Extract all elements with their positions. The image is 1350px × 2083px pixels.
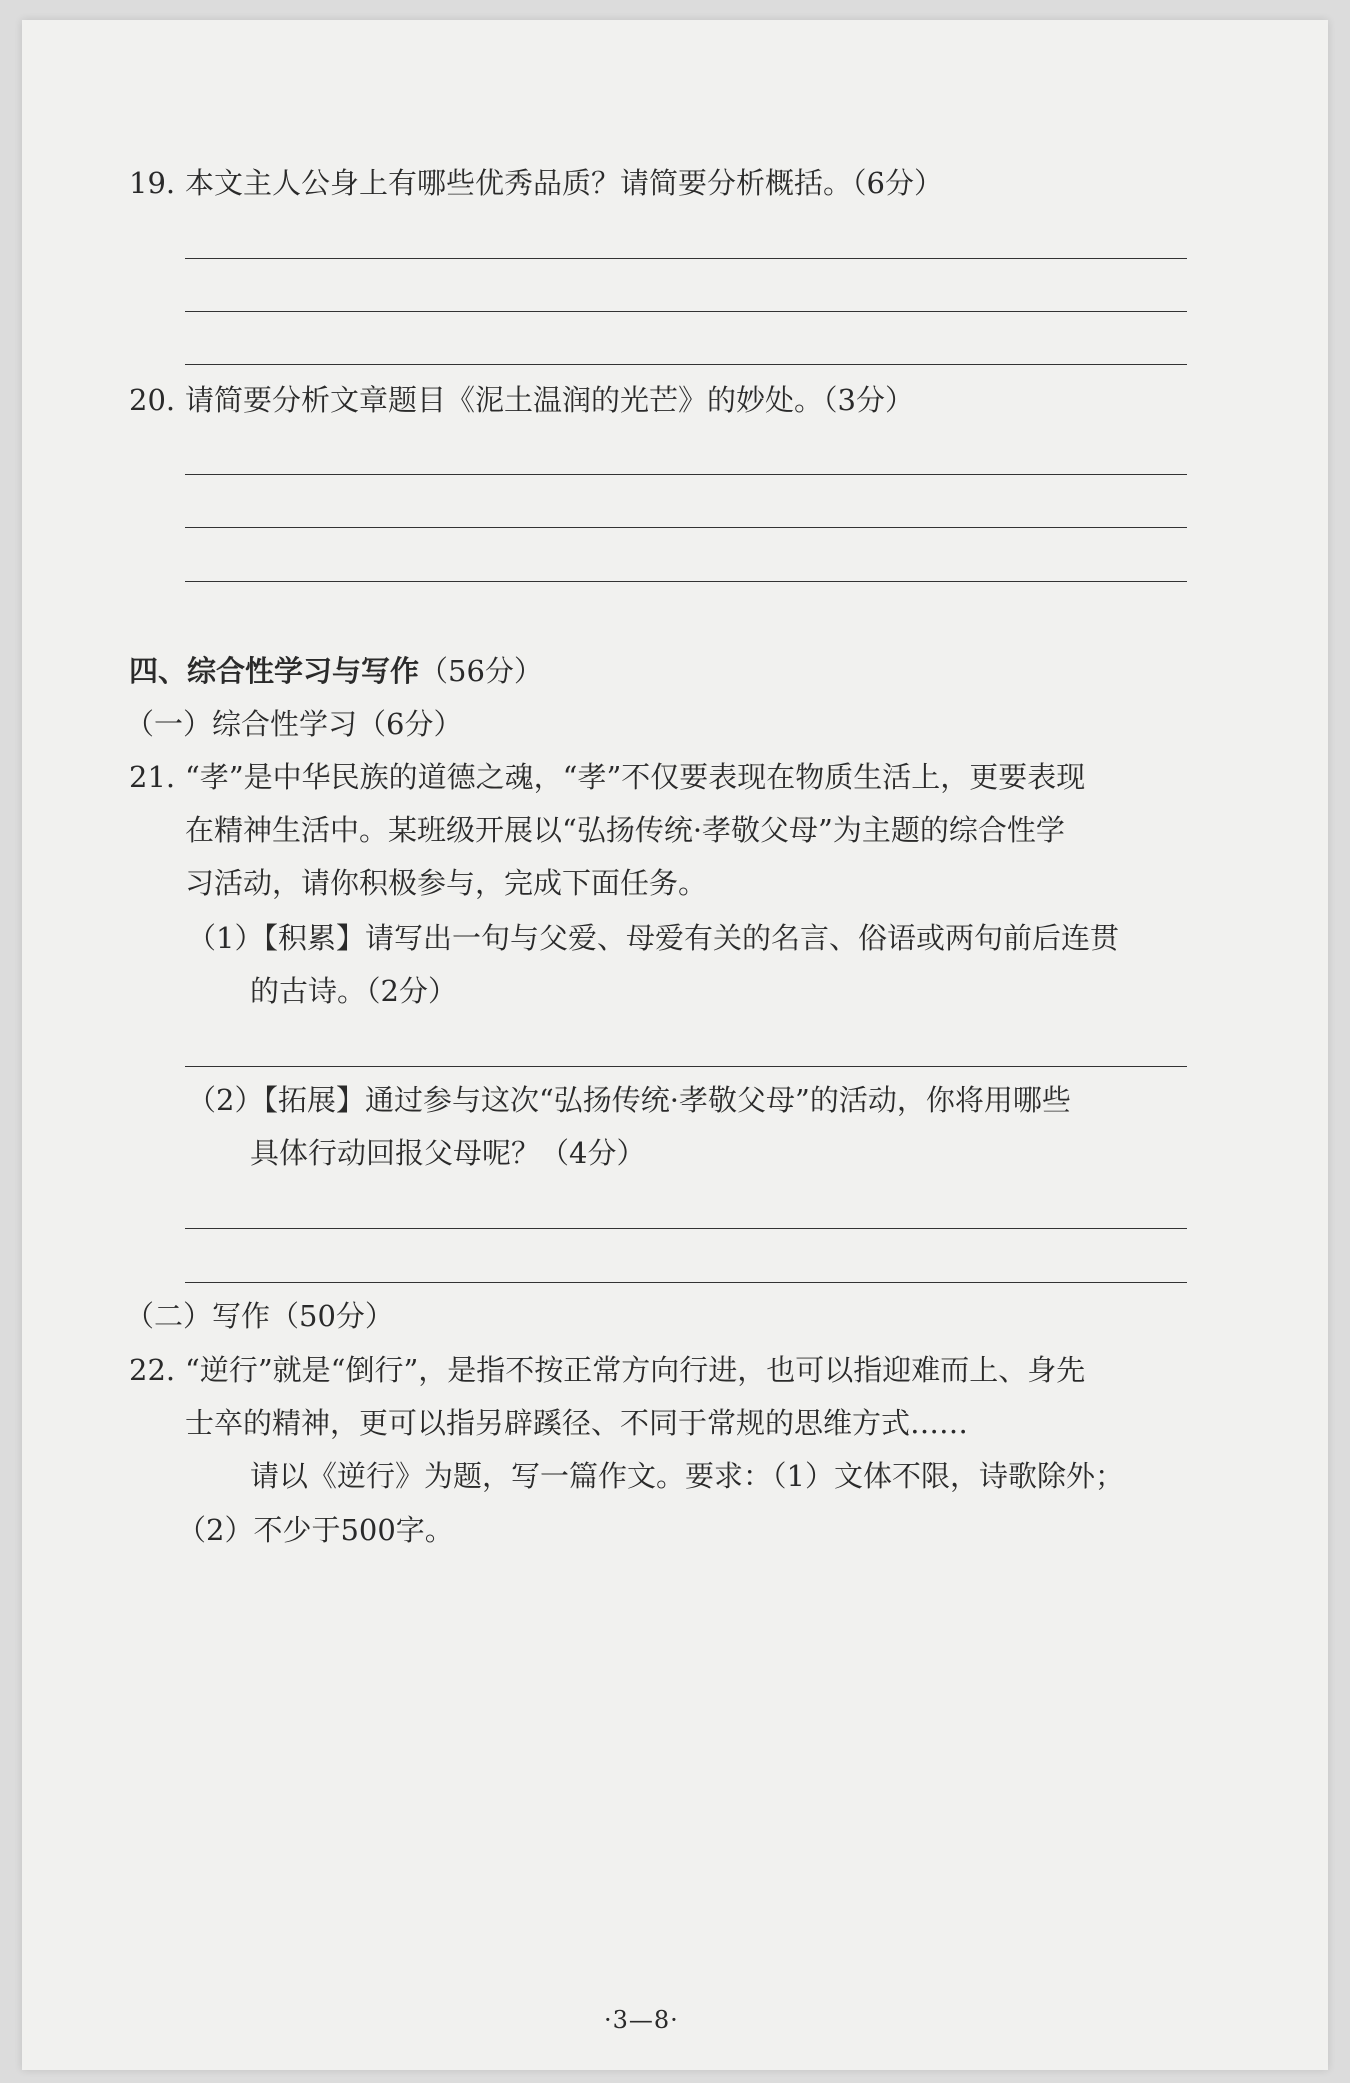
page-number: ·3—8· <box>604 2006 679 2034</box>
q21-sub1-line-2: 的古诗。（2分） <box>250 974 457 1008</box>
part1-title: （一）综合性学习（6分） <box>125 707 463 741</box>
q20-text: 请简要分析文章题目《泥土温润的光芒》的妙处。（3分） <box>185 383 914 417</box>
q22-line-3: 请以《逆行》为题，写一篇作文。要求：（1）文体不限，诗歌除外； <box>250 1459 1124 1493</box>
q19-answer-line-2[interactable] <box>185 311 1187 312</box>
q21-sub2-line-1: （2）【拓展】通过参与这次“弘扬传统·孝敬父母”的活动，你将用哪些 <box>187 1083 1071 1117</box>
q21-sub2-answer-line-2[interactable] <box>185 1282 1187 1283</box>
q22-number: 22. <box>129 1353 176 1387</box>
q21-sub1-answer-line[interactable] <box>185 1066 1187 1067</box>
q19-text: 本文主人公身上有哪些优秀品质？请简要分析概括。（6分） <box>185 166 943 200</box>
section-title: 四、综合性学习与写作 <box>129 654 420 688</box>
q20-number: 20. <box>129 383 176 417</box>
q20-answer-line-2[interactable] <box>185 527 1187 528</box>
part2-title: （二）写作（50分） <box>125 1299 394 1333</box>
q21-sub2-line-2: 具体行动回报父母呢？（4分） <box>250 1136 646 1170</box>
section-score: （56分） <box>419 654 543 688</box>
section-heading <box>129 651 543 691</box>
q21-line-1: “孝”是中华民族的道德之魂，“孝”不仅要表现在物质生活上，更要表现 <box>185 760 1086 794</box>
q22-line-2: 士卒的精神，更可以指另辟蹊径、不同于常规的思维方式…… <box>185 1406 969 1440</box>
q22-line-1: “逆行”就是“倒行”，是指不按正常方向行进，也可以指迎难而上、身先 <box>185 1353 1086 1387</box>
q19-answer-line-1[interactable] <box>185 258 1187 259</box>
q19-number: 19. <box>129 166 176 200</box>
q21-number: 21. <box>129 760 176 794</box>
q21-sub1-line-1: （1）【积累】请写出一句与父爱、母爱有关的名言、俗语或两句前后连贯 <box>187 921 1119 955</box>
q22-line-4: （2）不少于500字。 <box>177 1513 454 1547</box>
q21-line-2: 在精神生活中。某班级开展以“弘扬传统·孝敬父母”为主题的综合性学 <box>185 813 1065 847</box>
q20-answer-line-3[interactable] <box>185 581 1187 582</box>
q19-answer-line-3[interactable] <box>185 364 1187 365</box>
q21-line-3: 习活动，请你积极参与，完成下面任务。 <box>185 866 708 900</box>
exam-page <box>22 20 1328 2070</box>
q20-answer-line-1[interactable] <box>185 474 1187 475</box>
q21-sub2-answer-line-1[interactable] <box>185 1228 1187 1229</box>
